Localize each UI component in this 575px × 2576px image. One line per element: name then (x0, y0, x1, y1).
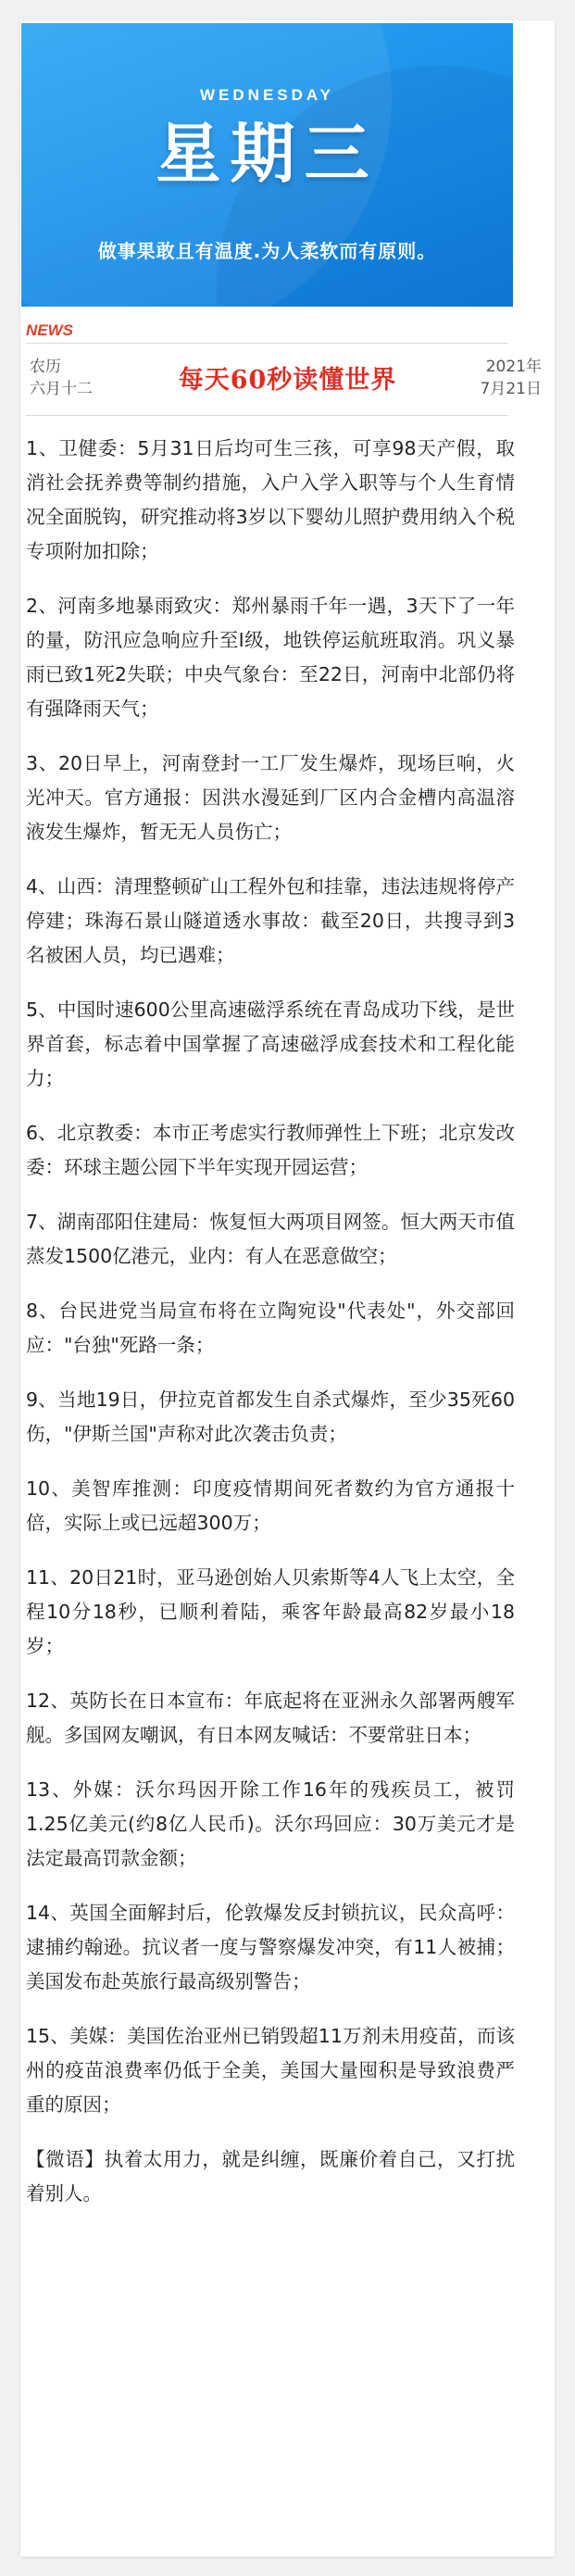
news-item: 9、当地19日，伊拉克首都发生自杀式爆炸，至少35死60伤，"伊斯兰国"声称对此次袭击负责； (26, 1389, 515, 1445)
news-item: 2、河南多地暴雨致灾：郑州暴雨千年一遇，3天下了一年的量，防汛应急响应升至I级，地铁停运航班取消。巩义暴雨已致1死2失联；中央气象台：至22日，河南中北部仍将有强降雨天气； (26, 595, 515, 720)
news-item: 1、卫健委：5月31日后均可生三孩，可享98天产假，取消社会抚养费等制约措施，入户入学入职等与个人生育情况全面脱钩，研究推动将3岁以下婴幼儿照护费用纳入个税专项附加扣除； (26, 437, 515, 562)
banner-motto: 做事果敢且有温度.为人柔软而有原则。 (97, 240, 437, 262)
lunar-label: 农历 (30, 358, 61, 376)
news-item: 5、中国时速600公里高速磁浮系统在青岛成功下线，是世界首套，标志着中国掌握了高速磁浮成套技术和工程化能力； (26, 999, 515, 1089)
weekday-chinese: 星期三 (156, 116, 379, 192)
weekday-english: WEDNESDAY (200, 86, 334, 104)
news-item: 13、外媒：沃尔玛因开除工作16年的残疾员工，被罚1.25亿美元(约8亿人民币)。沃尔玛回应：30万美元才是法定最高罚款金额； (26, 1778, 515, 1869)
date-year: 2021年 (485, 358, 542, 376)
news-item: 3、20日早上，河南登封一工厂发生爆炸，现场巨响，火光冲天。官方通报：因洪水漫延到厂区内合金槽内高温溶液发生爆炸，暂无无人员伤亡； (26, 752, 515, 843)
date-day: 7月21日 (480, 380, 542, 398)
lunar-day: 六月十二 (30, 380, 93, 398)
divider (26, 415, 508, 416)
daily-quote: 【微语】执着太用力，就是纠缠，既廉价着自己，又打扰着别人。 (26, 2148, 515, 2205)
page-title: 每天60秒读懂世界 (178, 366, 397, 395)
news-item: 14、英国全面解封后，伦敦爆发反封锁抗议，民众高呼：逮捕约翰逊。抗议者一度与警察爆发冲突，有11人被捕；美国发布赴英旅行最高级别警告； (26, 1902, 515, 1992)
news-item: 11、20日21时，亚马逊创始人贝索斯等4人飞上太空，全程10分18秒，已顺利着陆，乘客年龄最高82岁最小18岁； (26, 1566, 515, 1657)
news-item: 4、山西：清理整顿矿山工程外包和挂靠，违法违规将停产停建；珠海石景山隧道透水事故：截至20日，共搜寻到3名被困人员，均已遇难； (26, 875, 515, 966)
news-item: 15、美媒：美国佐治亚州已销毁超11万剂未用疫苗，而该州的疫苗浪费率仍低于全美，美国大量囤积是导致浪费严重的原因； (26, 2025, 515, 2116)
divider (26, 343, 508, 344)
news-item: 7、湖南邵阳住建局：恢复恒大两项目网签。恒大两天市值蒸发1500亿港元，业内：有人在恶意做空； (26, 1211, 515, 1267)
news-item: 12、英防长在日本宣布：年底起将在亚洲永久部署两艘军舰。多国网友嘲讽，有日本网友喊话：不要常驻日本； (26, 1690, 515, 1746)
news-tag: NEWS (26, 321, 73, 339)
news-item: 6、北京教委：本市正考虑实行教师弹性上下班；北京发改委：环球主题公园下半年实现开园运营； (26, 1122, 515, 1178)
gregorian-date (481, 356, 542, 400)
news-item: 8、台民进党当局宣布将在立陶宛设"代表处"，外交部回应："台独"死路一条； (26, 1300, 515, 1356)
news-item: 10、美智库推测：印度疫情期间死者数约为官方通报十倍，实际上或已远超300万； (26, 1477, 515, 1534)
news-list (26, 432, 515, 2231)
weekday-banner (21, 23, 513, 307)
